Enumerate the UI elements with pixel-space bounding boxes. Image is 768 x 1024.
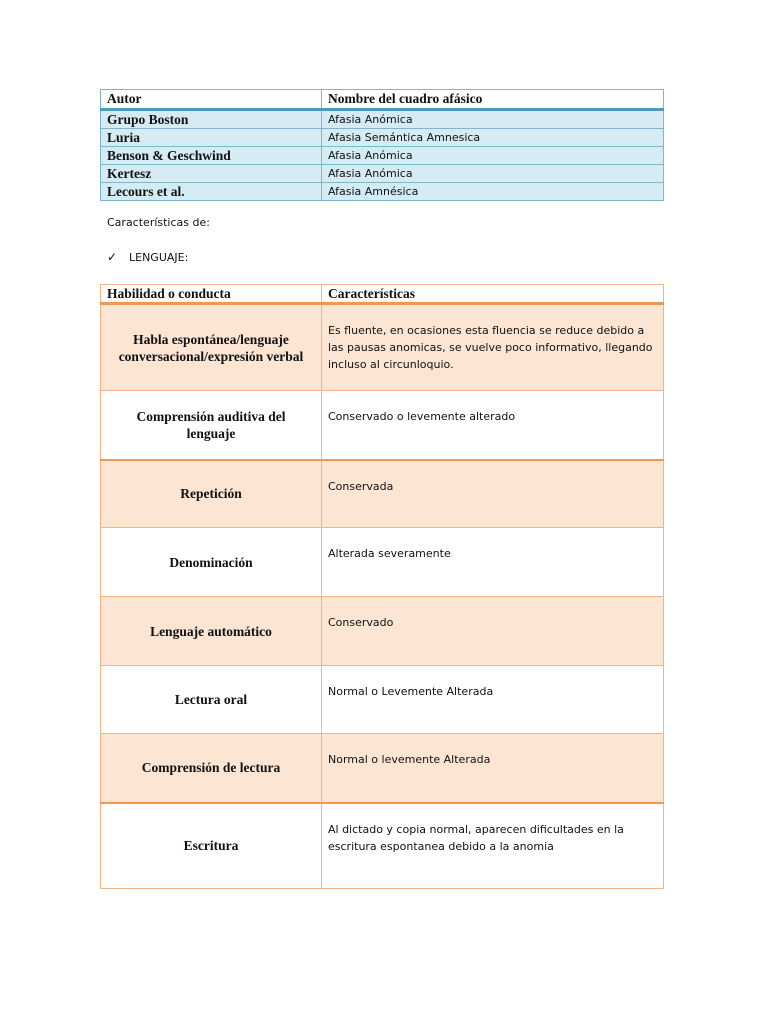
table-row <box>101 147 664 165</box>
header-author: Autor <box>101 90 322 110</box>
authors-table <box>100 89 664 201</box>
section-label: LENGUAJE: <box>129 251 189 264</box>
checkmark-icon: ✓ <box>107 250 118 264</box>
characteristics-caption: Características de: <box>107 216 210 229</box>
language-table-header <box>101 285 664 304</box>
characteristics-cell: Alterada severamente <box>322 528 664 597</box>
table-row <box>101 803 664 889</box>
header-aphasia-name: Nombre del cuadro afásico <box>322 90 664 110</box>
characteristics-cell: Normal o Levemente Alterada <box>322 666 664 734</box>
author-cell: Lecours et al. <box>101 183 322 201</box>
aphasia-name-cell: Afasia Anómica <box>322 147 664 165</box>
author-cell: Luria <box>101 129 322 147</box>
skill-cell: Habla espontánea/lenguaje conversacional/expresión verbal <box>101 304 322 391</box>
characteristics-cell: Conservado o levemente alterado <box>322 391 664 460</box>
table-row <box>101 666 664 734</box>
header-skill: Habilidad o conducta <box>101 285 322 304</box>
table-row <box>101 734 664 803</box>
aphasia-name-cell: Afasia Semántica Amnesica <box>322 129 664 147</box>
skill-cell: Denominación <box>101 528 322 597</box>
characteristics-cell: Conservada <box>322 460 664 528</box>
characteristics-cell: Al dictado y copia normal, aparecen dificultades en la escritura espontanea debido a la anomia <box>322 803 664 889</box>
table-row <box>101 391 664 460</box>
authors-table-header <box>101 90 664 110</box>
section-bullet <box>107 250 188 264</box>
characteristics-cell: Conservado <box>322 597 664 666</box>
characteristics-cell: Normal o levemente Alterada <box>322 734 664 803</box>
table-row <box>101 597 664 666</box>
author-cell: Benson & Geschwind <box>101 147 322 165</box>
skill-cell: Escritura <box>101 803 322 889</box>
table-row <box>101 183 664 201</box>
table-row <box>101 304 664 391</box>
author-cell: Grupo Boston <box>101 110 322 129</box>
aphasia-name-cell: Afasia Amnésica <box>322 183 664 201</box>
table-row <box>101 528 664 597</box>
aphasia-name-cell: Afasia Anómica <box>322 165 664 183</box>
table-row <box>101 165 664 183</box>
characteristics-cell: Es fluente, en ocasiones esta fluencia se reduce debido a las pausas anomicas, se vuelve poco informativo, llegando incluso al circunloquio. <box>322 304 664 391</box>
header-characteristics: Características <box>322 285 664 304</box>
author-cell: Kertesz <box>101 165 322 183</box>
skill-cell: Comprensión auditiva del lenguaje <box>101 391 322 460</box>
table-row <box>101 460 664 528</box>
skill-cell: Comprensión de lectura <box>101 734 322 803</box>
language-table <box>100 284 664 889</box>
skill-cell: Lenguaje automático <box>101 597 322 666</box>
aphasia-name-cell: Afasia Anómica <box>322 110 664 129</box>
skill-cell: Repetición <box>101 460 322 528</box>
table-row <box>101 110 664 129</box>
table-row <box>101 129 664 147</box>
skill-cell: Lectura oral <box>101 666 322 734</box>
